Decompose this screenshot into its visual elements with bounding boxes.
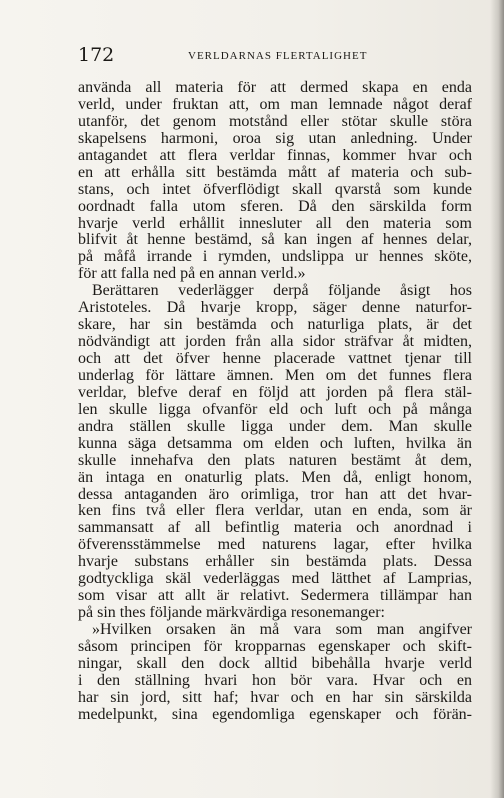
page-edge-shadow <box>490 0 504 798</box>
text-line: verldar, blefve deraf en följd att jorden på flera stäl- <box>78 384 472 401</box>
text-line: än intaga en onaturlig plats. Men då, enligt honom, <box>78 469 472 486</box>
text-line: en att erhålla sitt bestämda mått af materia och sub- <box>78 164 472 181</box>
text-line: för att falla ned på en annan verld.» <box>78 266 306 283</box>
text-line: blifvit åt henne bestämd, så kan ingen af hennes delar, <box>78 232 472 249</box>
text-line: skulle innehafva den plats naturen bestämt åt dem, <box>78 452 472 469</box>
text-line: verld, under fruktan att, om man lemnade något deraf <box>78 96 472 113</box>
text-line: underlag för lättare ämnen. Men om det funnes flera <box>78 367 472 384</box>
text-line: medelpunkt, sina egendomliga egenskaper och förän- <box>78 706 472 723</box>
text-line: ningar, skall den dock alltid bibehålla hvarje verld <box>78 655 472 672</box>
running-head-title: VERLDARNAS FLERTALIGHET <box>188 50 368 62</box>
text-line: på måfå irrande i rymden, undslippa ur hennes sköte, <box>78 249 472 266</box>
text-line: ken fins två eller flera verldar, utan en enda, som är <box>78 503 472 520</box>
text-line: öfverensstämmelse med naturens lagar, efter hvilka <box>78 537 472 554</box>
running-head <box>78 44 478 66</box>
text-line: utanför, det genom motstånd eller stötar skulle störa <box>78 113 472 130</box>
body-text <box>78 80 472 724</box>
text-line: kunna säga detsamma om elden och luften, hvilka än <box>78 435 472 452</box>
text-line: Aristoteles. Då hvarje kropp, säger denne naturfor- <box>78 300 472 317</box>
page-number: 172 <box>78 44 115 66</box>
text-line: dessa antaganden äro orimliga, tror han att det hvar- <box>78 486 472 503</box>
text-line: har sin jord, sitt haf; hvar och en har sin särskilda <box>78 689 472 706</box>
text-line: nödvändigt att jorden från alla sidor sträfvar åt midten, <box>78 334 472 351</box>
text-line: skare, har sin bestämda och naturliga plats, är det <box>78 317 472 334</box>
text-line: hvarje substans erhåller sin bestämda plats. Dessa <box>78 554 472 571</box>
text-line: på sin thes följande märkvärdiga resonemanger: <box>78 605 385 622</box>
text-line: stans, och intet öfverflödigt skall qvarstå som kunde <box>78 181 472 198</box>
text-line: »Hvilken orsaken än må vara som man angifver <box>92 622 472 638</box>
text-line: såsom principen för kropparnas egenskaper och skift- <box>78 638 472 655</box>
text-line: i den ställning hvari hon bör vara. Hvar och en <box>78 672 472 689</box>
text-line: och att det öfver henne placerade vattnet tjenar till <box>78 351 472 367</box>
text-line: len skulle ligga ofvanför eld och luft och på många <box>78 401 472 418</box>
text-line: Berättaren vederlägger derpå följande åsigt hos <box>92 283 472 300</box>
text-line: skapelsens harmoni, oroa sig utan anledning. Under <box>78 130 472 147</box>
text-line: oordnadt falla utom sferen. Då den särskilda form <box>78 198 472 215</box>
text-line: använda all materia för att dermed skapa en enda <box>78 80 472 96</box>
text-line: andra ställen skulle ligga under dem. Man skulle <box>78 418 472 435</box>
text-line: antagandet att flera verldar finnas, kommer hvar och <box>78 147 472 164</box>
text-line: hvarje verld erhållit innesluter all den materia som <box>78 215 472 232</box>
text-line: sammansatt af all befintlig materia och anordnad i <box>78 520 472 537</box>
text-line: godtyckliga skäl vederläggas med lätthet af Lamprias, <box>78 571 472 588</box>
text-line: som visar att allt är relativt. Sedermera tillämpar han <box>78 588 472 605</box>
